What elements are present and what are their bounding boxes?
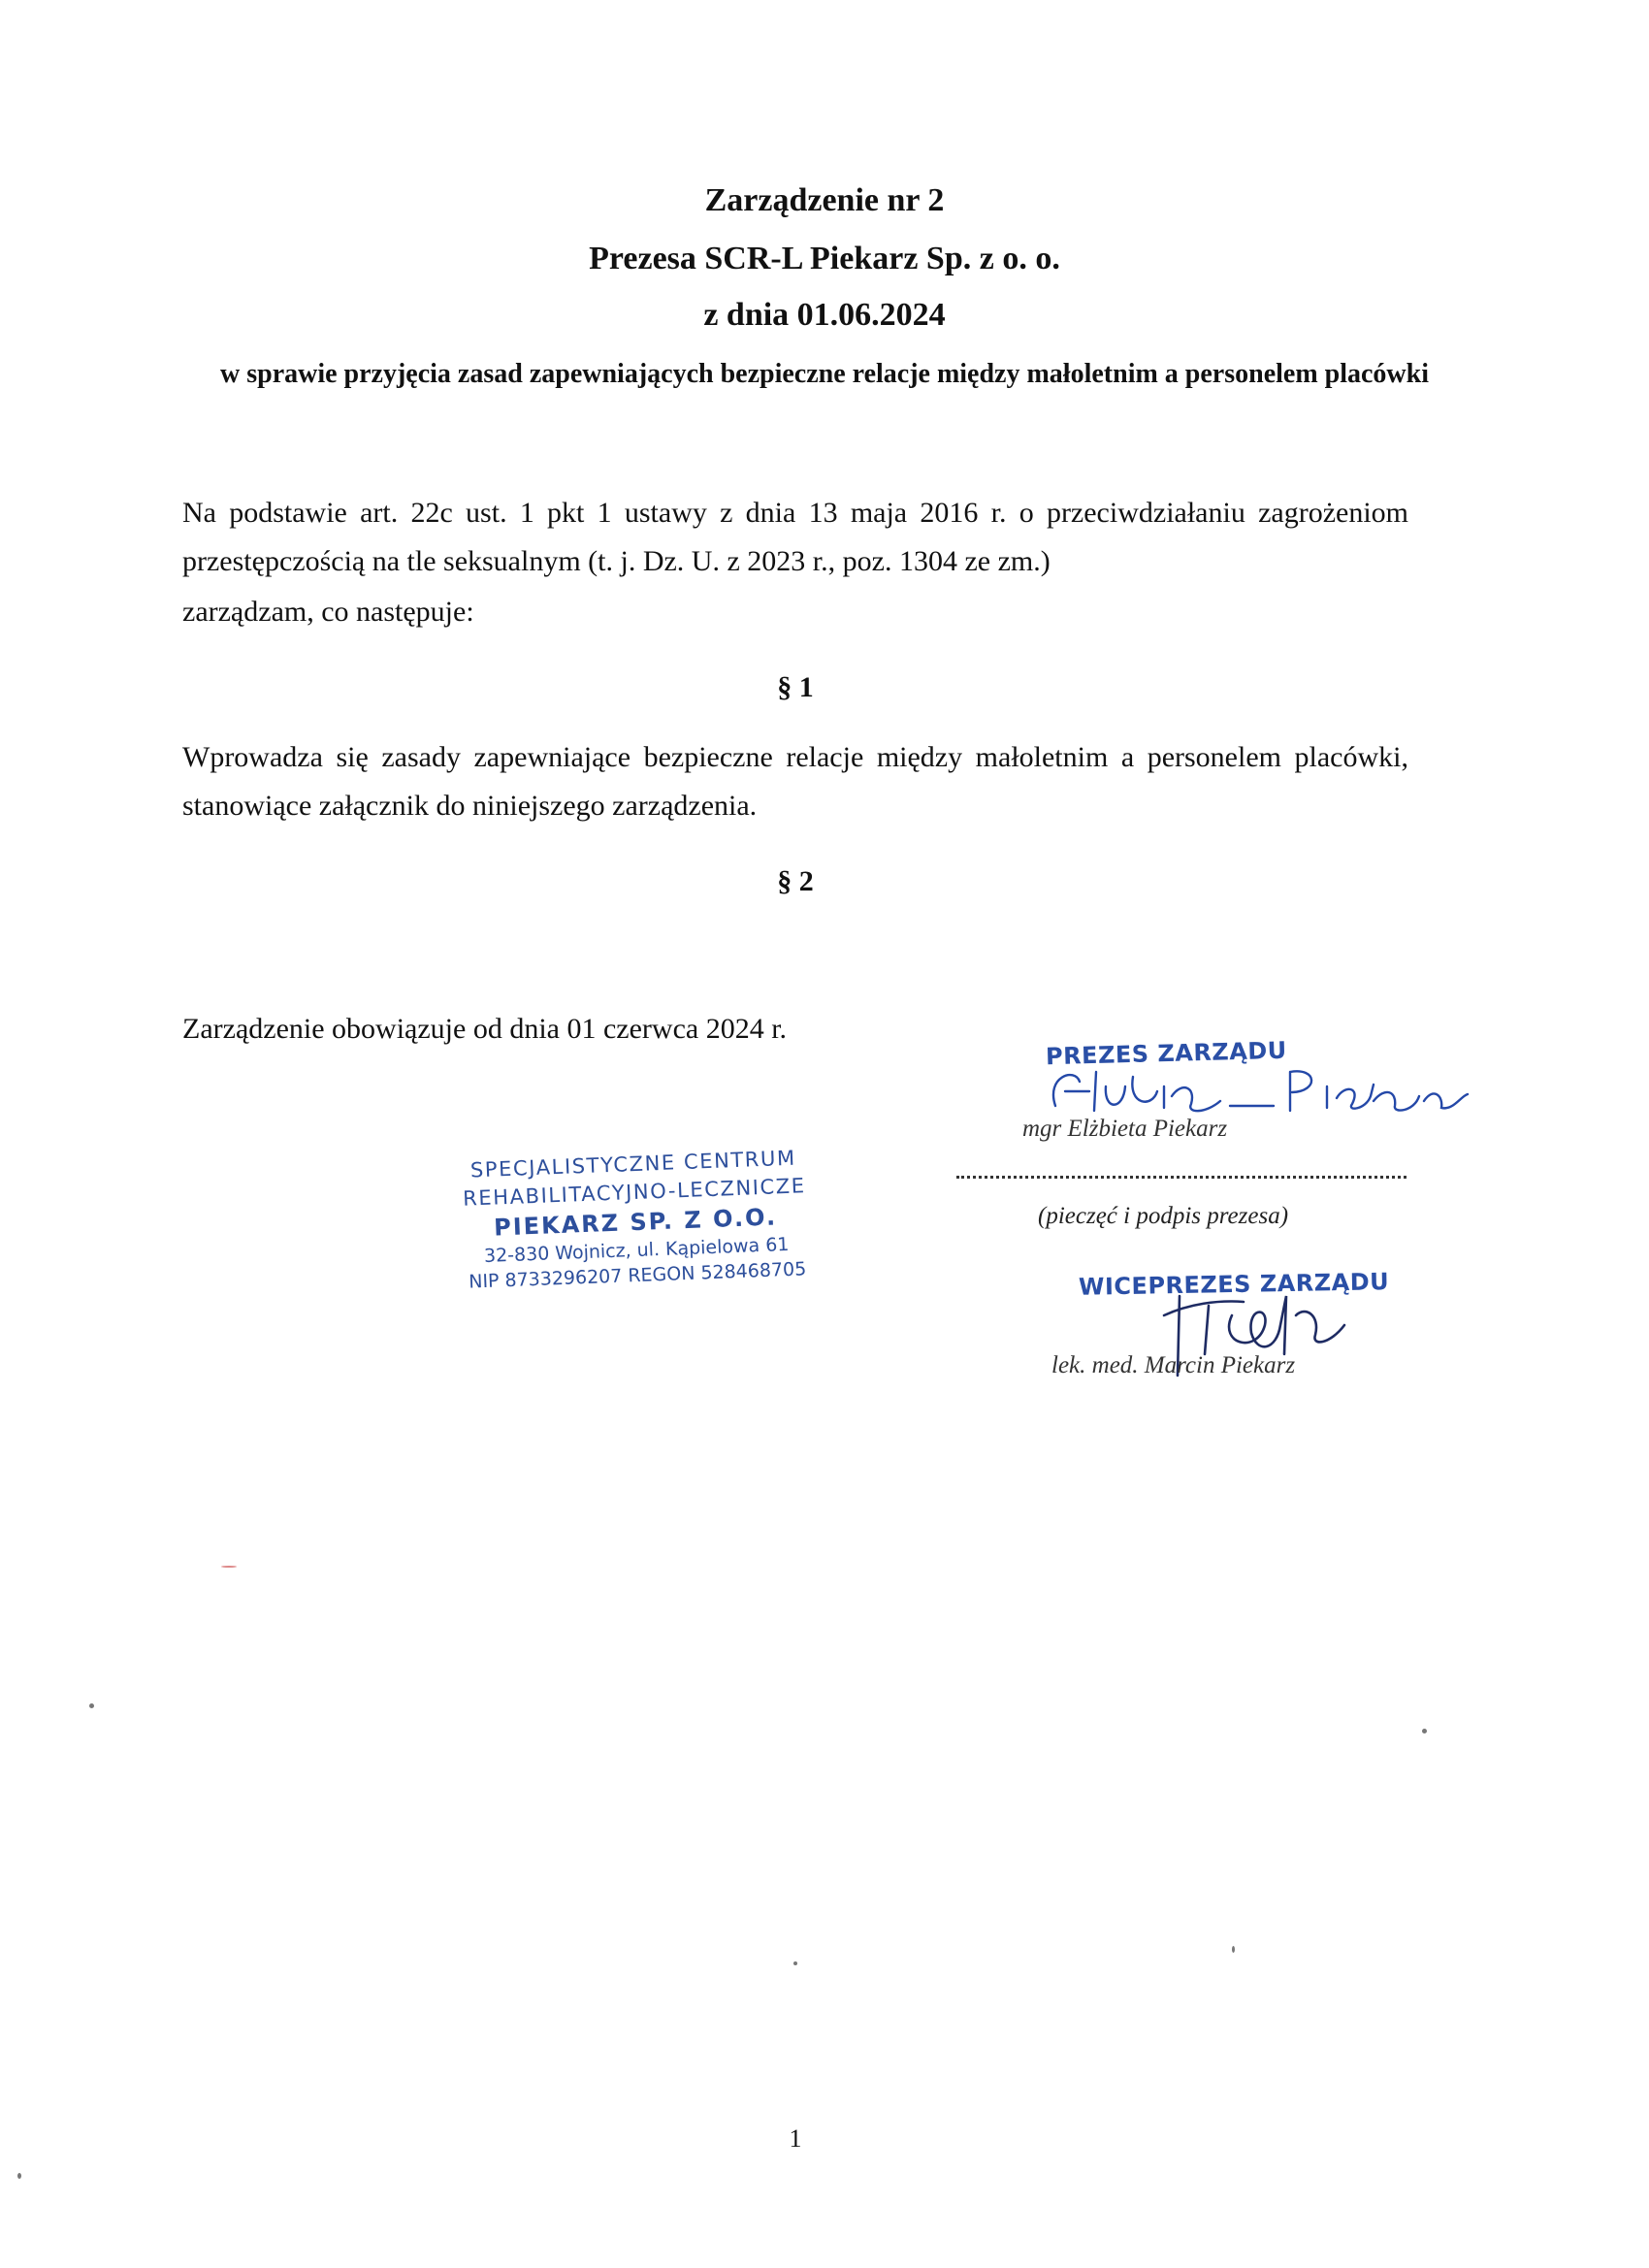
signature-caption: (pieczęć i podpis prezesa) xyxy=(1038,1203,1289,1229)
legal-basis-paragraph: Na podstawie art. 22c ust. 1 pkt 1 ustawy z dnia 13 maja 2016 r. o przeciwdziałaniu zagrożeniom przestępczością na tle seksualnym (t. j. Dz. U. z 2023 r., poz. 1304 ze zm.) xyxy=(182,497,1408,577)
scan-speck xyxy=(17,2173,21,2179)
section-2-mark: § 2 xyxy=(777,865,814,897)
stamp-line-2: REHABILITACYJNO-LECZNICZE xyxy=(462,1174,807,1211)
president-role-stamp: PREZES ZARZĄDU xyxy=(1045,1036,1288,1071)
vice-president-name: lek. med. Marcin Piekarz xyxy=(1051,1352,1296,1378)
stamp-line-3: PIEKARZ SP. Z O.O. xyxy=(493,1203,778,1242)
scan-speck xyxy=(1232,1946,1235,1953)
document-subject: w sprawie przyjęcia zasad zapewniających bezpieczne relacje między małoletnim a personelem placówki xyxy=(220,359,1429,389)
document-issuer: Prezesa SCR-L Piekarz Sp. z o. o. xyxy=(589,241,1060,276)
scan-speck xyxy=(1422,1729,1427,1733)
scan-speck xyxy=(89,1703,94,1708)
signature-dotted-line xyxy=(956,1176,1406,1179)
section-1-text: Wprowadza się zasady zapewniające bezpieczne relacje między małoletnim a personelem placówki, stanowiące załącznik do niniejszego zarządzenia. xyxy=(182,741,1408,822)
intro-phrase: zarządzam, co następuje: xyxy=(182,596,474,628)
company-stamp xyxy=(434,1143,836,1296)
president-name: mgr Elżbieta Piekarz xyxy=(1022,1116,1228,1142)
document-date: z dnia 01.06.2024 xyxy=(703,297,946,333)
section-1-mark: § 1 xyxy=(777,671,814,703)
document-title: Zarządzenie nr 2 xyxy=(704,182,945,218)
page-number: 1 xyxy=(789,2124,802,2153)
vice-president-role-stamp: WICEPREZES ZARZĄDU xyxy=(1078,1268,1390,1301)
scan-speck xyxy=(221,1566,237,1568)
scan-speck xyxy=(793,1961,797,1965)
stamp-line-5: NIP 8733296207 REGON 528468705 xyxy=(468,1258,807,1293)
stamp-line-1: SPECJALISTYCZNE CENTRUM xyxy=(469,1146,797,1183)
section-2-text: Zarządzenie obowiązuje od dnia 01 czerwca 2024 r. xyxy=(182,1013,788,1045)
stamp-line-4: 32-830 Wojnicz, ul. Kąpielowa 61 xyxy=(483,1233,790,1268)
